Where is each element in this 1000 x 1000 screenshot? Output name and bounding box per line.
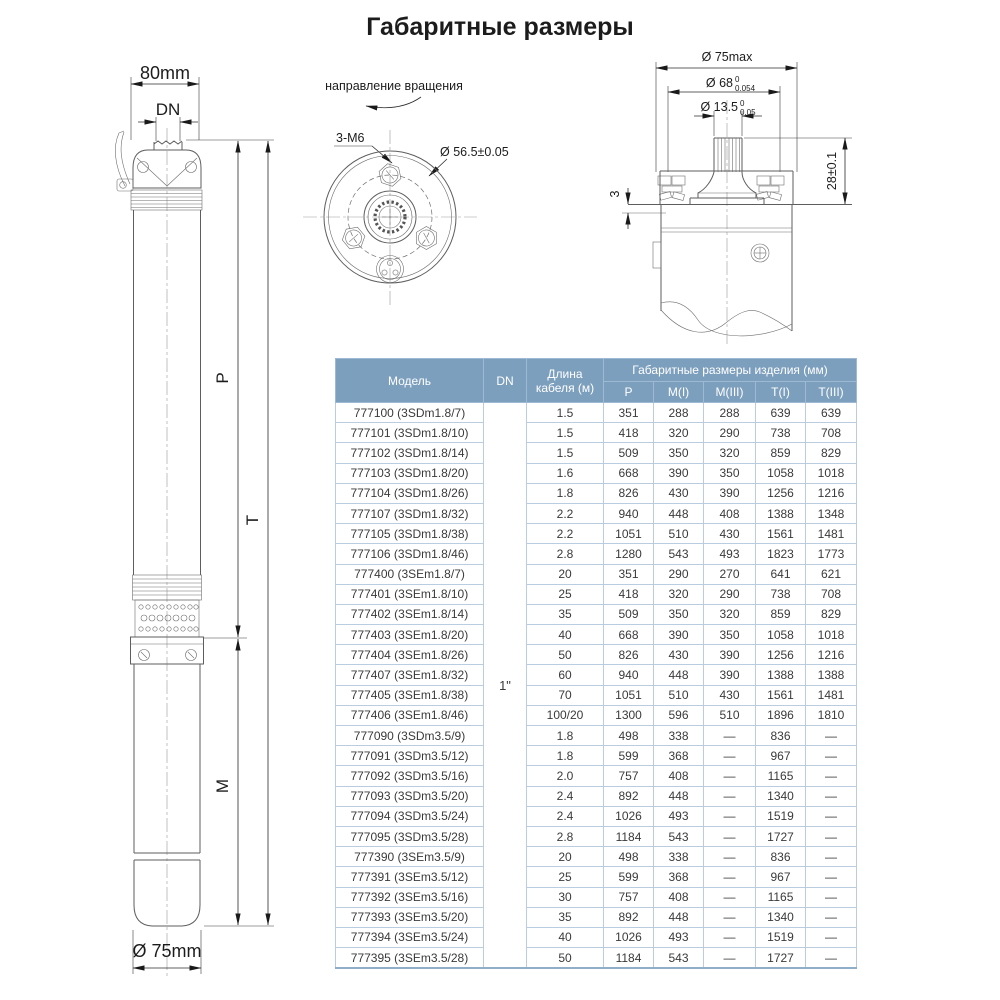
head-coupling-ribs [131, 190, 202, 210]
rotation-direction-arrow [366, 97, 421, 108]
dim-13-5-lower-tol: 0.05 [740, 108, 756, 117]
table-row [336, 463, 857, 483]
dim-t3-cell: 1216 [806, 645, 857, 665]
dim-t3-cell: 1481 [806, 685, 857, 705]
cable-length-cell: 35 [527, 907, 604, 927]
dim-t1-cell: 1561 [756, 685, 806, 705]
dim-m3-cell: — [704, 806, 756, 826]
dim-t1-cell: 1340 [756, 907, 806, 927]
dim-13-5-label: Ø 13.5 [700, 100, 738, 114]
dim-m1-cell: 430 [654, 645, 704, 665]
cable-length-cell: 100/20 [527, 705, 604, 725]
page-title: Габаритные размеры [366, 13, 634, 41]
cable-length-cell: 1.5 [527, 403, 604, 423]
dim-p-cell: 940 [604, 665, 654, 685]
table-row [336, 584, 857, 604]
model-cell: 777390 (3SEm3.5/9) [336, 847, 484, 867]
cable-length-cell: 40 [527, 927, 604, 947]
table-row [336, 948, 857, 969]
table-row [336, 483, 857, 503]
table-row [336, 766, 857, 786]
model-cell: 777105 (3SDm1.8/38) [336, 524, 484, 544]
col-header-dn: DN [484, 359, 527, 403]
dim-m3-cell: — [704, 948, 756, 969]
dim-t3-cell: — [806, 847, 857, 867]
dim-t1-cell: 1388 [756, 503, 806, 523]
dim-m3-cell: 290 [704, 584, 756, 604]
dimensions-table-body [336, 403, 857, 969]
dim-m3-cell: 493 [704, 544, 756, 564]
model-cell: 777405 (3SEm1.8/38) [336, 685, 484, 705]
dim-80mm-label: 80mm [139, 63, 191, 83]
cable-length-cell: 2.4 [527, 806, 604, 826]
model-cell: 777394 (3SEm3.5/24) [336, 927, 484, 947]
dim-t1-cell: 1727 [756, 948, 806, 969]
cable-length-cell: 50 [527, 645, 604, 665]
dim-p-cell: 1026 [604, 927, 654, 947]
cable-length-cell: 2.4 [527, 786, 604, 806]
dim-m1-cell: 448 [654, 907, 704, 927]
dim-m1-cell: 338 [654, 726, 704, 746]
dim-t3-cell: 1348 [806, 503, 857, 523]
col-header-cable: Длина кабеля (м) [527, 359, 604, 403]
model-cell: 777404 (3SEm1.8/26) [336, 645, 484, 665]
dim-m1-cell: 350 [654, 443, 704, 463]
cable-length-cell: 2.2 [527, 503, 604, 523]
model-cell: 777095 (3SDm3.5/28) [336, 826, 484, 846]
dim-m1-cell: 543 [654, 948, 704, 969]
table-header-row-1 [336, 359, 857, 382]
dim-p-cell: 509 [604, 604, 654, 624]
dim-t1-cell: 1058 [756, 463, 806, 483]
col-header-t3: T(III) [806, 382, 857, 403]
dim-m3-cell: — [704, 786, 756, 806]
motor-shaft-view-drawing [610, 40, 860, 350]
dim-p-cell: 509 [604, 443, 654, 463]
dim-m3-cell: — [704, 887, 756, 907]
motor-body [653, 205, 792, 336]
cable-length-cell: 70 [527, 685, 604, 705]
dim-t1-cell: 1561 [756, 524, 806, 544]
dim-m1-cell: 543 [654, 544, 704, 564]
cable-length-cell: 1.6 [527, 463, 604, 483]
dim-m1-cell: 350 [654, 604, 704, 624]
dim-t1-cell: 1388 [756, 665, 806, 685]
model-cell: 777391 (3SEm3.5/12) [336, 867, 484, 887]
dim-28-label: 28±0.1 [825, 151, 839, 191]
dim-p-cell: 892 [604, 786, 654, 806]
table-row [336, 786, 857, 806]
dim-t1-cell: 1896 [756, 705, 806, 725]
dim-t3-cell: 829 [806, 604, 857, 624]
dim-t3-cell: 708 [806, 423, 857, 443]
dim-m1-cell: 430 [654, 483, 704, 503]
table-row [336, 503, 857, 523]
dim-m3-cell: — [704, 826, 756, 846]
dim-m1-cell: 596 [654, 705, 704, 725]
dn-cell: 1" [484, 403, 527, 969]
bolt-lower-right [411, 224, 441, 253]
dim-m3-cell: 270 [704, 564, 756, 584]
model-cell: 777403 (3SEm1.8/20) [336, 625, 484, 645]
dim-m1-cell: 290 [654, 564, 704, 584]
dim-m3-cell: 350 [704, 463, 756, 483]
pump-top-view-drawing [300, 65, 515, 315]
cable-length-cell: 1.8 [527, 726, 604, 746]
dim-p-cell: 826 [604, 645, 654, 665]
dim-m3-cell: 290 [704, 423, 756, 443]
dim-p-cell: 418 [604, 423, 654, 443]
dim-m1-cell: 510 [654, 685, 704, 705]
col-header-m3: M(III) [704, 382, 756, 403]
model-cell: 777400 (3SEm1.8/7) [336, 564, 484, 584]
table-row [336, 564, 857, 584]
model-cell: 777091 (3SDm3.5/12) [336, 746, 484, 766]
dim-t3-cell: — [806, 948, 857, 969]
cable-length-cell: 20 [527, 847, 604, 867]
dim-t3-cell: 708 [806, 584, 857, 604]
dim-m3-cell: 288 [704, 403, 756, 423]
bolt-circle-label: Ø 56.5±0.05 [440, 145, 509, 159]
dim-t3-cell: 1018 [806, 625, 857, 645]
cable-length-cell: 2.8 [527, 544, 604, 564]
dim-m1-cell: 368 [654, 746, 704, 766]
dim-t1-cell: 1165 [756, 766, 806, 786]
dim-p-cell: 1026 [604, 806, 654, 826]
table-row [336, 625, 857, 645]
dim-t3-cell: — [806, 826, 857, 846]
table-row [336, 887, 857, 907]
dim-t1-cell: 738 [756, 584, 806, 604]
model-cell: 777393 (3SEm3.5/20) [336, 907, 484, 927]
model-cell: 777093 (3SDm3.5/20) [336, 786, 484, 806]
bolt-lower-left [341, 226, 367, 250]
dim-t3-cell: — [806, 786, 857, 806]
break-line [661, 310, 792, 332]
dim-m3-cell: — [704, 847, 756, 867]
dim-dn-label: DN [155, 100, 181, 119]
dim-t3-cell: — [806, 726, 857, 746]
dim-t1-cell: 1727 [756, 826, 806, 846]
dim-t1-cell: 639 [756, 403, 806, 423]
table-row [336, 826, 857, 846]
dim-m1-cell: 288 [654, 403, 704, 423]
dim-p-cell: 351 [604, 403, 654, 423]
dim-t1-cell: 1823 [756, 544, 806, 564]
dim-t1-cell: 1165 [756, 887, 806, 907]
dim-m3-cell: — [704, 867, 756, 887]
dim-m3-cell: 390 [704, 645, 756, 665]
model-cell: 777401 (3SEm1.8/10) [336, 584, 484, 604]
dim-p-cell: 892 [604, 907, 654, 927]
dim-m3-cell: — [704, 927, 756, 947]
table-row [336, 867, 857, 887]
col-header-model: Модель [336, 359, 484, 403]
dim-m3-cell: — [704, 907, 756, 927]
dim-t1-cell: 836 [756, 847, 806, 867]
dim-t1-cell: 836 [756, 726, 806, 746]
dim-3-label: 3 [608, 190, 622, 198]
dim-t1-cell: 1519 [756, 927, 806, 947]
dim-m1-cell: 448 [654, 665, 704, 685]
dim-p-cell: 1051 [604, 685, 654, 705]
cable-length-cell: 50 [527, 948, 604, 969]
dim-t3-cell: 621 [806, 564, 857, 584]
dim-m1-cell: 493 [654, 927, 704, 947]
dim-p-cell: 668 [604, 625, 654, 645]
dim-m1-cell: 510 [654, 524, 704, 544]
cable-length-cell: 2.8 [527, 826, 604, 846]
table-row [336, 927, 857, 947]
dim-t3-cell: — [806, 907, 857, 927]
dim-t3-cell: 1018 [806, 463, 857, 483]
dim-t1-cell: 967 [756, 746, 806, 766]
terminal-left [658, 176, 685, 200]
dim-t3-cell: — [806, 766, 857, 786]
dim-p-cell: 1184 [604, 826, 654, 846]
cable-length-cell: 20 [527, 564, 604, 584]
table-row [336, 604, 857, 624]
dim-t3-cell: 639 [806, 403, 857, 423]
model-cell: 777392 (3SEm3.5/16) [336, 887, 484, 907]
motor-upper-housing [622, 171, 852, 213]
cable-length-cell: 25 [527, 867, 604, 887]
table-row [336, 665, 857, 685]
dim-t3-cell: 1216 [806, 483, 857, 503]
dim-t1-cell: 738 [756, 423, 806, 443]
dim-m3-cell: — [704, 726, 756, 746]
dim-68-label: Ø 68 [705, 76, 733, 90]
dim-t1-cell: 1256 [756, 483, 806, 503]
dim-p-cell: 418 [604, 584, 654, 604]
col-header-p: P [604, 382, 654, 403]
dim-m1-cell: 390 [654, 625, 704, 645]
dim-m3-cell: 408 [704, 503, 756, 523]
table-row [336, 907, 857, 927]
dim-t1-cell: 1340 [756, 786, 806, 806]
model-cell: 777407 (3SEm1.8/32) [336, 665, 484, 685]
dim-p-cell: 599 [604, 867, 654, 887]
dim-t-label: T [243, 514, 262, 526]
model-cell: 777106 (3SDm1.8/46) [336, 544, 484, 564]
dim-m3-cell: 430 [704, 685, 756, 705]
cable-length-cell: 30 [527, 887, 604, 907]
dim-p-cell: 757 [604, 887, 654, 907]
dim-t3-cell: — [806, 806, 857, 826]
dim-t1-cell: 967 [756, 867, 806, 887]
dim-t3-cell: — [806, 887, 857, 907]
dim-m3-cell: 430 [704, 524, 756, 544]
pump-side-view-drawing [85, 55, 285, 990]
dim-13-5-upper-tol: 0 [740, 99, 745, 108]
table-row [336, 423, 857, 443]
dim-t1-cell: 1256 [756, 645, 806, 665]
dim-m1-cell: 408 [654, 766, 704, 786]
dim-t1-cell: 1058 [756, 625, 806, 645]
dim-t3-cell: — [806, 746, 857, 766]
dim-68-lower-tol: 0.054 [735, 84, 756, 93]
dim-t3-cell: — [806, 867, 857, 887]
dim-t3-cell: 1388 [806, 665, 857, 685]
dim-p-cell: 1300 [604, 705, 654, 725]
dim-p-cell: 1051 [604, 524, 654, 544]
model-cell: 777102 (3SDm1.8/14) [336, 443, 484, 463]
dim-p-cell: 826 [604, 483, 654, 503]
cable-length-cell: 2.2 [527, 524, 604, 544]
dim-75max-label: Ø 75max [701, 50, 753, 64]
dim-t3-cell: 1481 [806, 524, 857, 544]
dim-p-label: P [213, 372, 232, 384]
model-cell: 777104 (3SDm1.8/26) [336, 483, 484, 503]
dimensions-table [335, 358, 857, 969]
dim-68-upper-tol: 0 [735, 75, 740, 84]
bolts-label: 3-M6 [336, 131, 365, 145]
dim-m1-cell: 338 [654, 847, 704, 867]
dim-m1-cell: 408 [654, 887, 704, 907]
table-row [336, 726, 857, 746]
dim-m1-cell: 390 [654, 463, 704, 483]
col-header-dimensions-group: Габаритные размеры изделия (мм) [604, 359, 857, 382]
cable-length-cell: 1.5 [527, 443, 604, 463]
dim-m1-cell: 543 [654, 826, 704, 846]
table-row [336, 705, 857, 725]
dim-m3-cell: — [704, 746, 756, 766]
bolt-circle-leader [429, 159, 447, 176]
dim-m1-cell: 320 [654, 584, 704, 604]
dim-m3-cell: — [704, 766, 756, 786]
dim-t1-cell: 859 [756, 604, 806, 624]
cable-guard [115, 131, 133, 191]
dim-m3-cell: 510 [704, 705, 756, 725]
cable-length-cell: 1.5 [527, 423, 604, 443]
rotation-direction-label: направление вращения [325, 79, 463, 93]
model-cell: 777107 (3SDm1.8/32) [336, 503, 484, 523]
cable-length-cell: 2.0 [527, 766, 604, 786]
dim-p-cell: 599 [604, 746, 654, 766]
dim-p-cell: 498 [604, 726, 654, 746]
dim-m3-cell: 390 [704, 665, 756, 685]
dim-p-cell: 1184 [604, 948, 654, 969]
dim-t1-cell: 641 [756, 564, 806, 584]
dim-m-label: M [213, 778, 232, 794]
model-cell: 777100 (3SDm1.8/7) [336, 403, 484, 423]
table-row [336, 443, 857, 463]
spline-shaft [714, 138, 742, 172]
table-row [336, 806, 857, 826]
table-row [336, 403, 857, 423]
dim-p-cell: 757 [604, 766, 654, 786]
cable-length-cell: 1.8 [527, 483, 604, 503]
dim-t3-cell: — [806, 927, 857, 947]
col-header-t1: T(I) [756, 382, 806, 403]
table-row [336, 685, 857, 705]
dim-p-cell: 498 [604, 847, 654, 867]
cable-length-cell: 1.8 [527, 746, 604, 766]
model-cell: 777092 (3SDm3.5/16) [336, 766, 484, 786]
dim-p-cell: 668 [604, 463, 654, 483]
cable-length-cell: 35 [527, 604, 604, 624]
terminal-right [756, 176, 784, 200]
dim-m3-cell: 320 [704, 443, 756, 463]
model-cell: 777101 (3SDm1.8/10) [336, 423, 484, 443]
model-cell: 777090 (3SDm3.5/9) [336, 726, 484, 746]
dim-m1-cell: 448 [654, 503, 704, 523]
dim-p-cell: 940 [604, 503, 654, 523]
dim-m3-cell: 320 [704, 604, 756, 624]
dim-p-cell: 351 [604, 564, 654, 584]
cable-length-cell: 40 [527, 625, 604, 645]
dim-m1-cell: 368 [654, 867, 704, 887]
table-row [336, 524, 857, 544]
dim-m3-cell: 350 [704, 625, 756, 645]
cable-length-cell: 60 [527, 665, 604, 685]
table-row [336, 847, 857, 867]
model-cell: 777406 (3SEm1.8/46) [336, 705, 484, 725]
dim-t3-cell: 1773 [806, 544, 857, 564]
table-row [336, 645, 857, 665]
dim-m1-cell: 448 [654, 786, 704, 806]
table-row [336, 746, 857, 766]
model-cell: 777395 (3SEm3.5/28) [336, 948, 484, 969]
dim-t3-cell: 1810 [806, 705, 857, 725]
dim-p-cell: 1280 [604, 544, 654, 564]
bolts-leader [372, 146, 392, 163]
dim-t3-cell: 829 [806, 443, 857, 463]
dim-diameter-label: Ø 75mm [132, 941, 202, 961]
model-cell: 777094 (3SDm3.5/24) [336, 806, 484, 826]
model-cell: 777103 (3SDm1.8/20) [336, 463, 484, 483]
col-header-m1: M(I) [654, 382, 704, 403]
cable-length-cell: 25 [527, 584, 604, 604]
dim-m1-cell: 320 [654, 423, 704, 443]
table-row [336, 544, 857, 564]
dim-m3-cell: 390 [704, 483, 756, 503]
dim-t1-cell: 1519 [756, 806, 806, 826]
dim-t1-cell: 859 [756, 443, 806, 463]
dim-m1-cell: 493 [654, 806, 704, 826]
model-cell: 777402 (3SEm1.8/14) [336, 604, 484, 624]
